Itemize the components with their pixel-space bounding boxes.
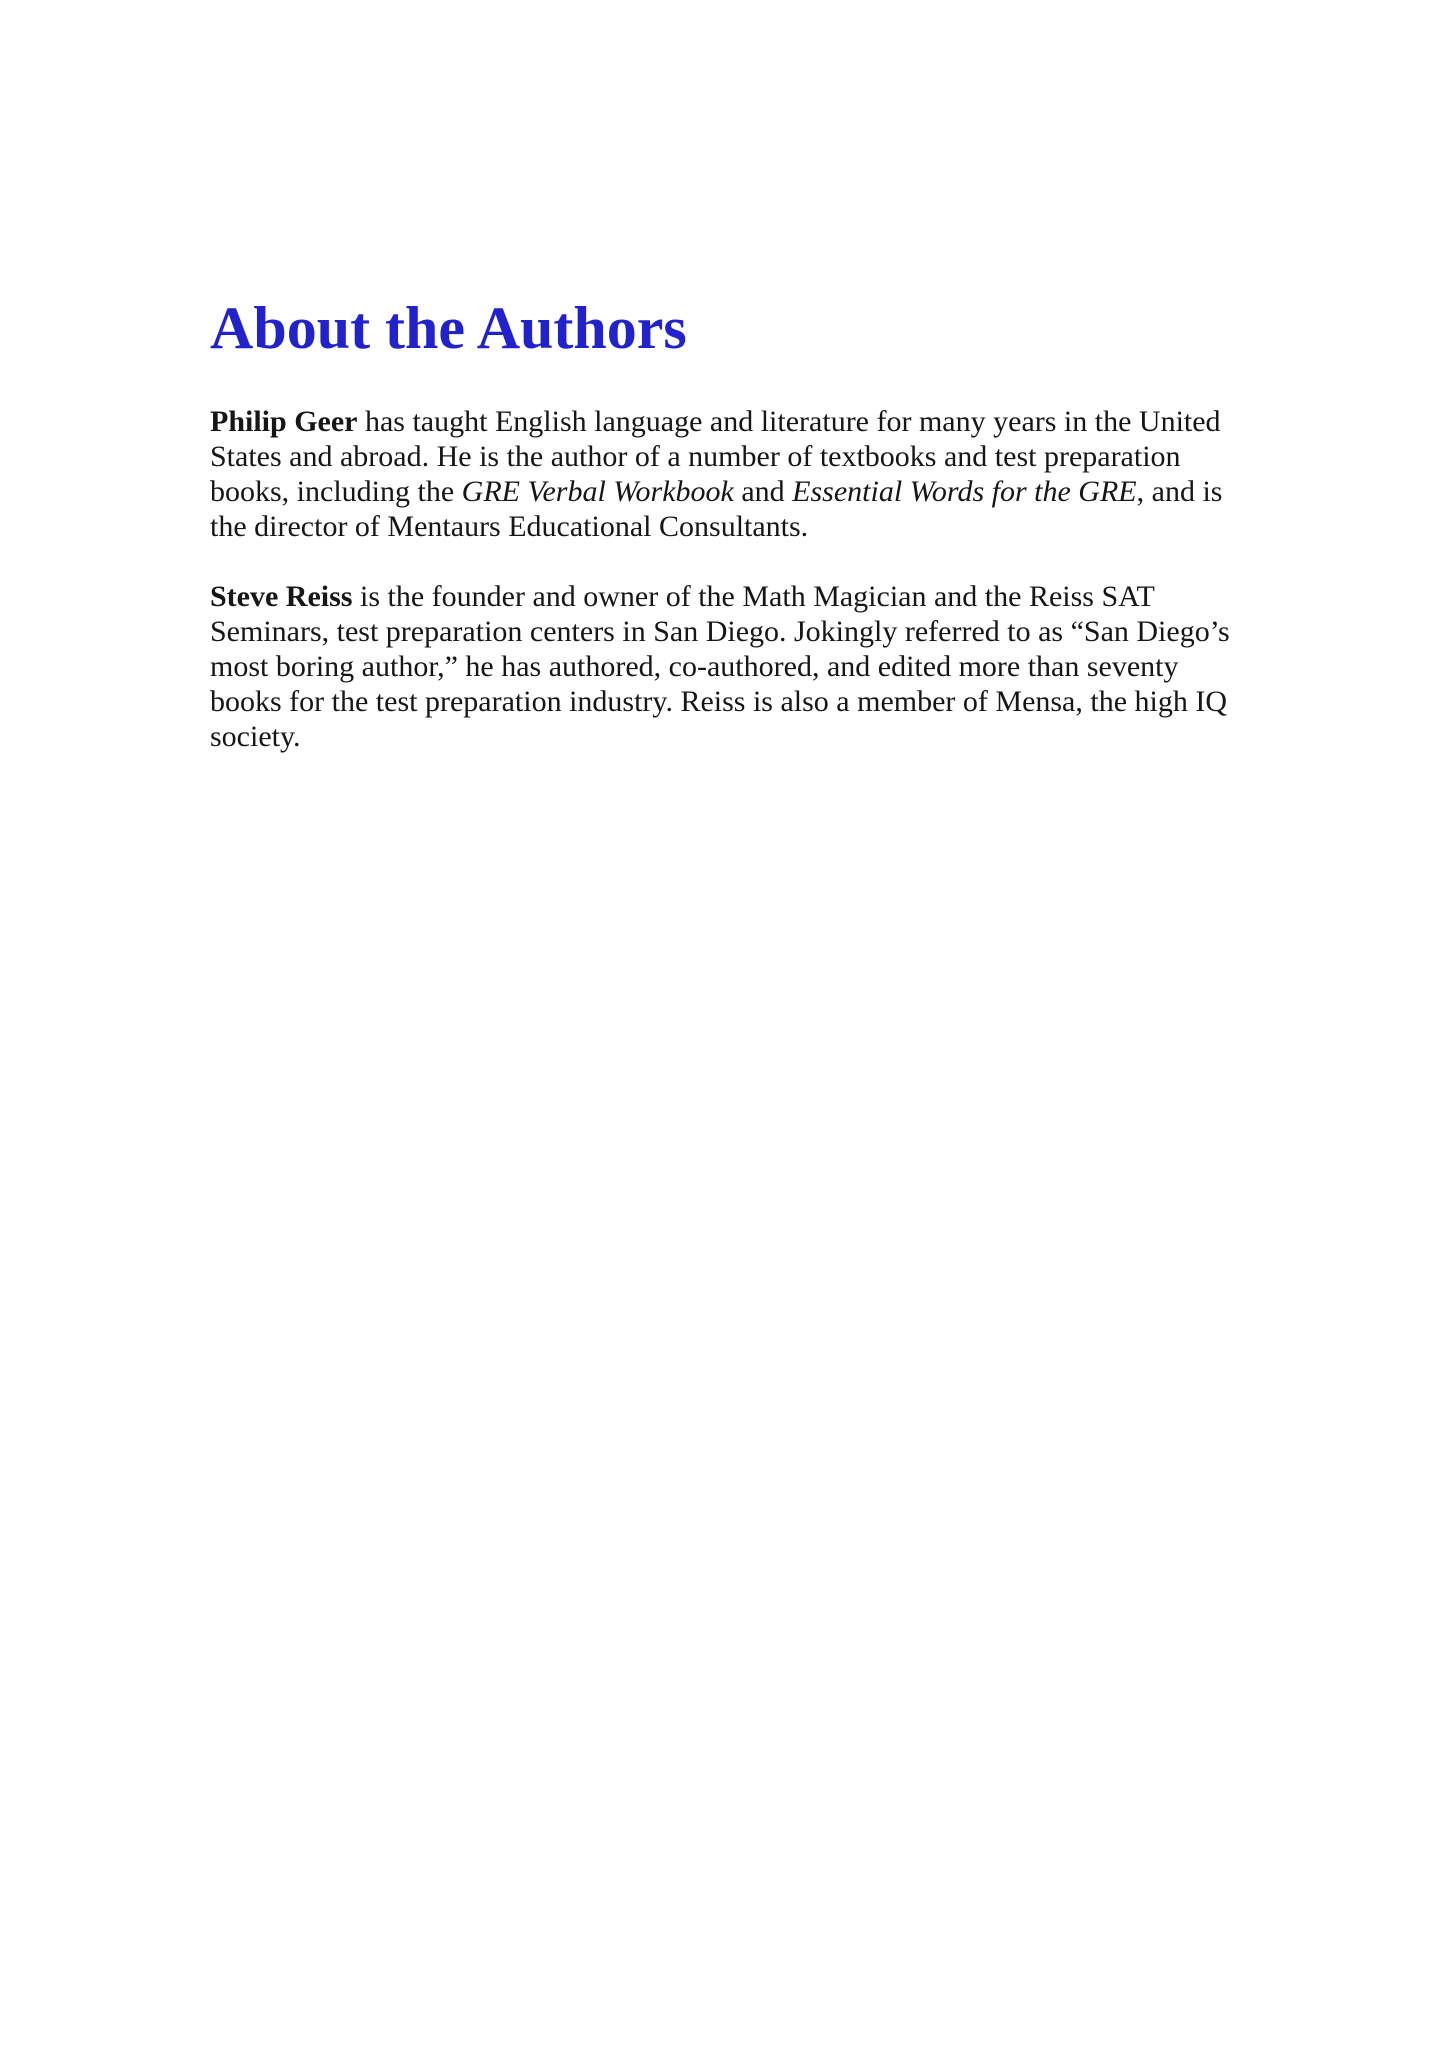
text-segment: Essential Words for the GRE [792,475,1137,509]
author-paragraph [210,579,1245,754]
text-segment: is the founder and owner of the Math Magician and the Reiss SAT Seminars, test preparation centers in San Diego. Jokingly referred to as “San Diego’s most boring author,” he has authored, co-authored, and edited more than seventy books for the test preparation industry. Reiss is also a member of Mensa, the high IQ society. [210,580,1230,754]
text-segment: Philip Geer [210,405,358,439]
text-segment: and [733,475,793,509]
page-content [210,295,1245,789]
text-segment: GRE Verbal Workbook [461,475,734,509]
author-paragraphs [210,404,1245,754]
text-segment: , and is the director of Mentaurs Educational Consultants. [210,475,1223,544]
text-segment: has taught English language and literature for many years in the United States and abroad. He is the author of a number of textbooks and test preparation books, including the [210,405,1221,509]
text-segment: Steve Reiss [210,580,353,614]
author-paragraph [210,404,1245,544]
page-title: About the Authors [210,295,687,361]
